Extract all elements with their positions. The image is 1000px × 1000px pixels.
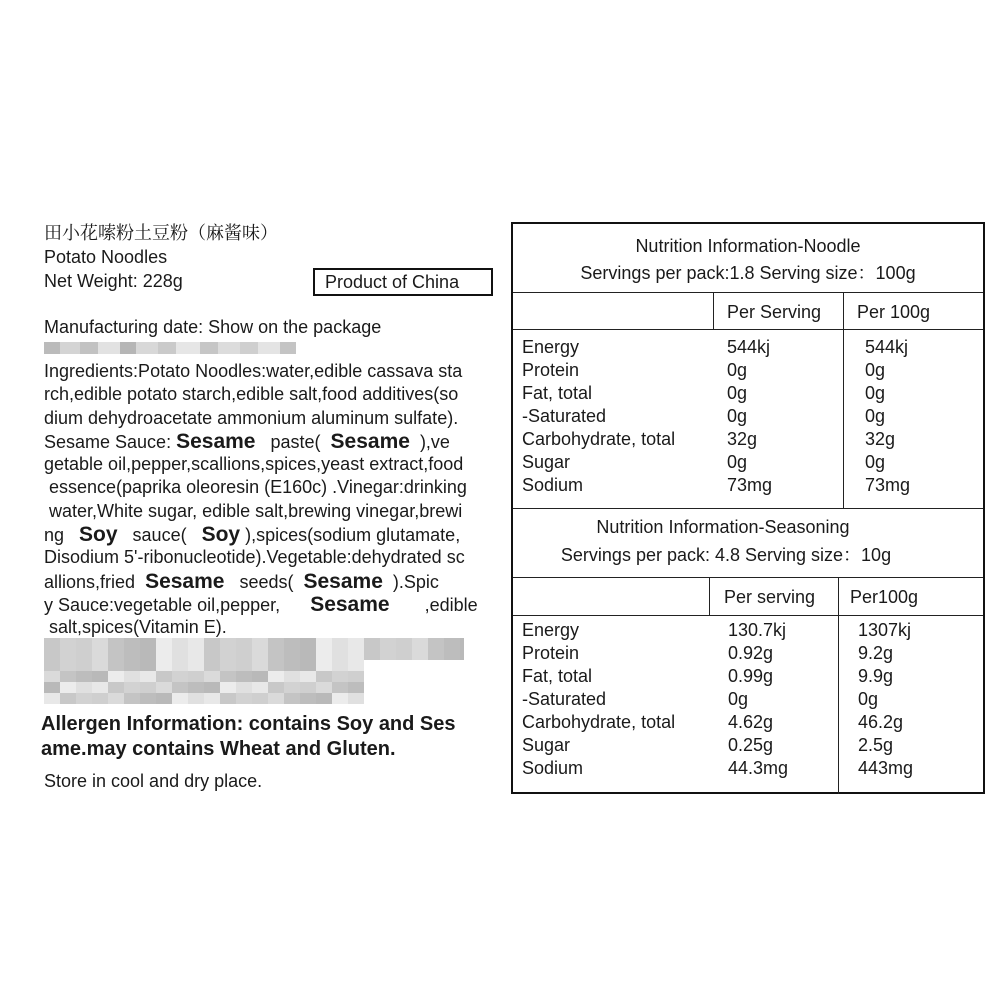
ingredients-text: Disodium 5'-ribonucleotide).Vegetable:dehydrated sc (44, 547, 465, 568)
nutrient-per-serving: 0g (727, 452, 748, 472)
nutrient-per-100g: 9.9g (858, 666, 894, 686)
redacted-block (44, 638, 464, 704)
manufacturing-date: Manufacturing date: Show on the package (44, 317, 382, 337)
ingredients-text: sauce( (117, 525, 202, 546)
seasoning-col-per-serving: Per serving (724, 587, 816, 607)
ingredients-text: salt,spices(Vitamin E). (44, 617, 227, 638)
seasoning-title: Nutrition Information-Seasoning (596, 517, 850, 537)
allergen-highlight: Sesame (330, 429, 410, 453)
divider (513, 577, 983, 578)
ingredients-line (44, 476, 504, 499)
ingredients-text: ).Spic (382, 571, 439, 592)
nutrient-per-100g: 0g (865, 452, 886, 472)
ingredients-line (44, 616, 504, 639)
nutrient-name: -Saturated (522, 689, 607, 709)
ingredients-line (44, 500, 504, 523)
nutrient-per-100g: 1307kj (858, 620, 912, 640)
ingredients-text: y Sauce:vegetable oil,pepper, (44, 594, 311, 615)
ingredients-text: getable oil,pepper,scallions,spices,yeast extract,food (44, 454, 464, 475)
ingredients-text: seeds( (224, 571, 304, 592)
seasoning-servings: Servings per pack: 4.8 Serving size：10g (560, 545, 892, 565)
ingredients-line (44, 593, 504, 616)
ingredients-text: ng (44, 525, 80, 546)
ingredients-line (44, 430, 504, 453)
origin-label: Product of China (325, 272, 460, 292)
allergen-line-1: Allergen Information: contains Soy and Ses (41, 713, 456, 735)
nutrient-per-100g: 0g (865, 383, 886, 403)
ingredients-text: Sesame Sauce: (44, 431, 177, 452)
ingredients-line (44, 453, 504, 476)
ingredients-text: rch,edible potato starch,edible salt,food additives(so (44, 384, 459, 405)
nutrient-per-serving: 0.25g (728, 735, 774, 755)
nutrient-name: Sugar (522, 452, 571, 472)
nutrient-per-100g: 2.5g (858, 735, 894, 755)
noodle-servings: Servings per pack:1.8 Serving size：100g (580, 263, 916, 283)
nutrient-name: Energy (522, 337, 580, 357)
ingredients-text: water,White sugar, edible salt,brewing vinegar,brewi (44, 500, 463, 521)
ingredients-text: paste( (255, 431, 331, 452)
divider (513, 615, 983, 616)
noodle-col-per-serving: Per Serving (727, 302, 822, 322)
allergen-highlight: Sesame (176, 429, 256, 453)
pixelation-pattern (44, 340, 296, 356)
nutrient-per-serving: 0g (727, 406, 748, 426)
nutrient-name: Protein (522, 360, 580, 380)
noodle-col-per-100g: Per 100g (857, 302, 931, 322)
ingredients-line (44, 360, 504, 383)
nutrient-per-serving: 0g (728, 689, 749, 709)
nutrient-per-serving: 0.99g (728, 666, 774, 686)
nutrient-per-serving: 44.3mg (728, 758, 789, 778)
allergen-highlight: Sesame (303, 569, 383, 593)
divider (713, 292, 714, 329)
divider (513, 329, 983, 330)
noodle-title: Nutrition Information-Noodle (635, 236, 861, 256)
nutrient-per-100g: 544kj (865, 337, 909, 357)
nutrition-panel (511, 222, 985, 794)
nutrient-per-serving: 130.7kj (728, 620, 787, 640)
ingredients-block (44, 360, 504, 640)
nutrient-name: Carbohydrate, total (522, 429, 676, 449)
ingredients-line (44, 383, 504, 406)
allergen-highlight: Sesame (145, 569, 225, 593)
nutrient-per-100g: 73mg (865, 475, 911, 495)
ingredients-line (44, 523, 504, 546)
allergen-line-2: ame.may contains Wheat and Gluten. (41, 738, 396, 760)
nutrient-per-100g: 46.2g (858, 712, 904, 732)
nutrient-name: Fat, total (522, 383, 593, 403)
nutrient-name: Protein (522, 643, 580, 663)
nutrient-per-serving: 73mg (727, 475, 773, 495)
nutrient-per-serving: 4.62g (728, 712, 774, 732)
nutrient-per-serving: 32g (727, 429, 758, 449)
nutrient-per-serving: 0g (727, 360, 748, 380)
ingredients-text: dium dehydroacetate ammonium aluminum sulfate). (44, 407, 459, 428)
divider (838, 577, 839, 794)
origin-box (313, 268, 493, 296)
ingredients-line (44, 570, 504, 593)
nutrient-per-serving: 0.92g (728, 643, 774, 663)
nutrient-name: Energy (522, 620, 580, 640)
divider (709, 577, 710, 615)
ingredients-line (44, 546, 504, 569)
product-name: Potato Noodles (44, 247, 168, 267)
nutrient-per-100g: 0g (858, 689, 879, 709)
ingredients-text: ,edible (389, 594, 478, 615)
redacted-expiry-line (44, 340, 296, 356)
storage-instructions: Store in cool and dry place. (44, 771, 263, 791)
nutrient-name: Sodium (522, 475, 584, 495)
nutrient-per-100g: 443mg (858, 758, 914, 778)
allergen-highlight: Soy (201, 523, 241, 547)
seasoning-col-per-100g: Per100g (850, 587, 919, 607)
net-weight: Net Weight: 228g (44, 271, 183, 291)
nutrient-per-100g: 32g (865, 429, 896, 449)
ingredients-text: essence(paprika oleoresin (E160c) .Vinegar:drinking (44, 477, 467, 498)
nutrient-per-100g: 0g (865, 360, 886, 380)
divider (513, 292, 983, 293)
allergen-info (41, 712, 456, 762)
ingredients-text: ),ve (409, 431, 450, 452)
ingredients-text: Ingredients:Potato Noodles:water,edible cassava sta (44, 361, 463, 381)
ingredients-text: allions,fried (44, 571, 146, 592)
nutrient-name: Fat, total (522, 666, 593, 686)
nutrient-name: Carbohydrate, total (522, 712, 676, 732)
nutrient-per-100g: 9.2g (858, 643, 894, 663)
allergen-highlight: Sesame (310, 592, 390, 616)
nutrient-name: Sodium (522, 758, 584, 778)
divider (513, 508, 983, 509)
nutrient-name: -Saturated (522, 406, 607, 426)
nutrient-per-serving: 544kj (727, 337, 771, 357)
ingredients-text: ),spices(sodium glutamate, (240, 525, 461, 546)
allergen-highlight: Soy (79, 523, 118, 547)
ingredients-line (44, 407, 504, 430)
chinese-title: 田小花嗦粉土豆粉（麻酱味） (44, 223, 278, 243)
divider (843, 292, 844, 508)
nutrient-name: Sugar (522, 735, 571, 755)
nutrient-per-serving: 0g (727, 383, 748, 403)
pixelation-pattern (44, 638, 464, 704)
nutrient-per-100g: 0g (865, 406, 886, 426)
